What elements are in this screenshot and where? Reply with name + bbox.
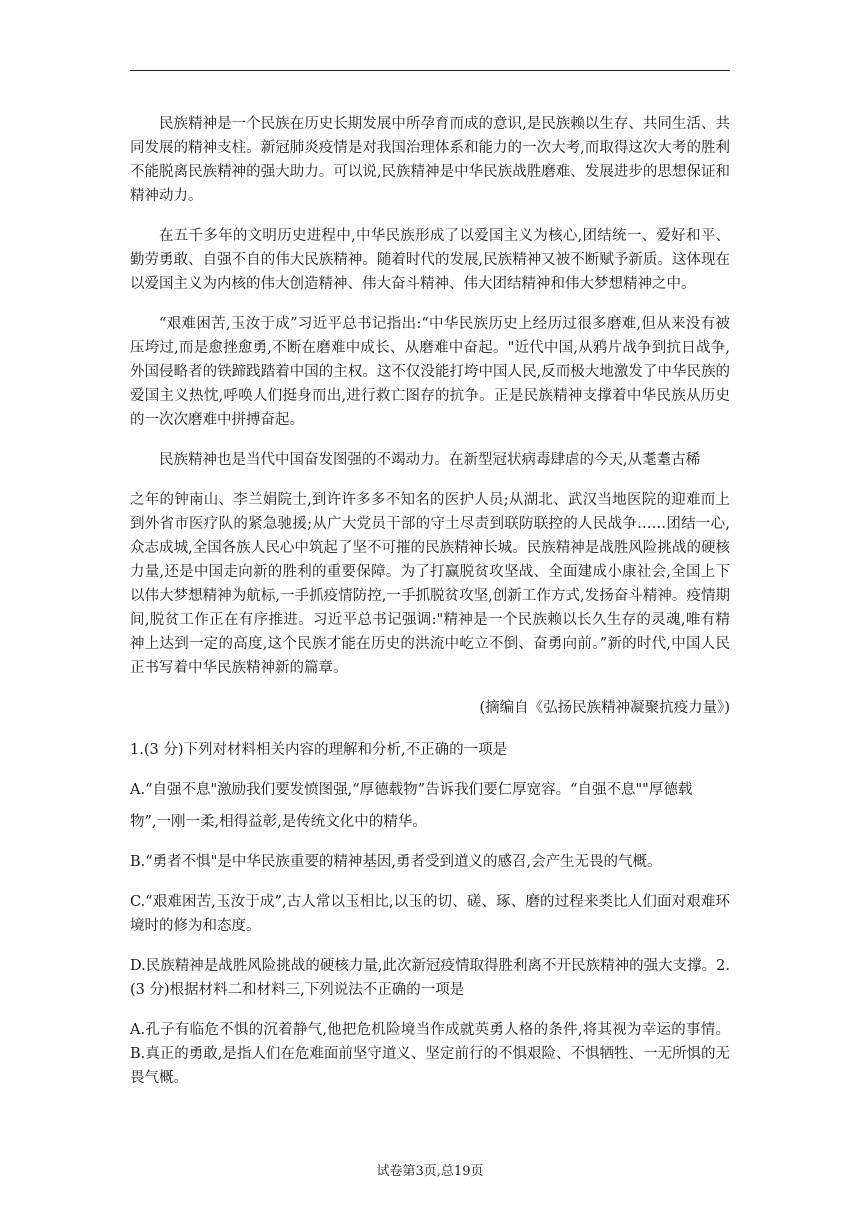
passage-paragraph-2: 在五千多年的文明历史进程中,中华民族形成了以爱国主义为核心,团结统一、爱好和平、勤劳勇敢、自强不自的伟大民族精神。随着时代的发展,民族精神又被不断赋予新质。这体现在以爱国主义为内核的伟大创造精神、伟大奋斗精神、伟大团结精神和伟大梦想精神之中。 [130,228,730,292]
passage-paragraph-3: “艰难困苦,玉汝于成”习近平总书记指出:“中华民族历史上经历过很多磨难,但从来没有被压垮过,而是愈挫愈勇,不断在磨难中成长、从磨难中奋起。"近代中国,从鸦片战争到抗日战争,外国侵略者的铁蹄践踏着中国的主权。这不仅没能打垮中国人民,反而极大地激发了中华民族的爱国主义热忱,呼唤人们挺身而出,进行救亡图存的抗争。正是民族精神支撑着中华民族从历史的一次次磨难中拼搏奋起。 [130,316,730,428]
question-1-option-a-line2: 物”,一刚一柔,相得益彰,是传统文化中的精华。 [130,814,427,830]
question-1-stem: 1.(3 分)下列对材料相关内容的理解和分析,不正确的一项是 [130,742,508,758]
passage-paragraph-4: 民族精神也是当代中国奋发图强的不竭动力。在新型冠状病毒肆虐的今天,从耄耋古稀 [159,452,701,468]
passage-source: (摘编自《弘扬民族精神凝聚抗疫力量》) [479,700,730,716]
page-content [130,112,730,1106]
header-rule [130,70,730,71]
passage-paragraph-5: 之年的钟南山、李兰娟院士,到许许多多不知名的医护人员;从湖北、武汉当地医院的迎难而上到外省市医疗队的紧急驰援;从广大党员干部的守土尽责到联防联控的人民战争……团结一心,众志成城,全国各族人民心中筑起了坚不可摧的民族精神长城。民族精神是战胜风险挑战的硬核力量,还是中国走向新的胜利的重要保障。为了打赢脱贫攻坚战、全面建成小康社会,全国上下以伟大梦想精神为航标,一手抓疫情防控,一手抓脱贫攻坚,创新工作方式,发扬奋斗精神。疫情期间,脱贫工作正在有序推进。习近平总书记强调:"精神是一个民族赖以长久生存的灵魂,唯有精神上达到一定的高度,这个民族才能在历史的洪流中屹立不倒、奋勇向前。”新的时代,中国人民正书写着中华民族精神新的篇章。 [130,492,730,676]
question-1-option-a-line1: A.“自强不息"激励我们要发愤图强,“厚德载物”告诉我们要仁厚宽容。“自强不息""厚德载 [130,782,693,798]
page-footer: 试卷第3页,总19页 [376,1164,484,1179]
question-1-option-c: C.“艰难困苦,玉汝于成”,古人常以玉相比,以玉的切、磋、琢、磨的过程来类比人们面对艰难环境时的修为和态度。 [130,894,730,934]
passage-paragraph-1: 民族精神是一个民族在历史长期发展中所孕育而成的意识,是民族赖以生存、共同生活、共同发展的精神支柱。新冠肺炎疫情是对我国治理体系和能力的一次大考,而取得这次大考的胜利不能脱离民族精神的强大助力。可以说,民族精神是中华民族战胜磨难、发展进步的思想保证和精神动力。 [130,116,730,204]
question-2-options-a-b: A.孔子有临危不惧的沉着静气,他把危机险境当作成就英勇人格的条件,将其视为幸运的事情。B.真正的勇敢,是指人们在危难面前坚守道义、坚定前行的不惧艰险、不惧牺牲、一无所惧的无畏气概。 [130,1022,730,1086]
question-1-option-b: B.“勇者不惧"是中华民族重要的精神基因,勇者受到道义的感召,会产生无畏的气概。 [130,854,662,870]
question-1-option-d-and-question-2-stem: D.民族精神是战胜风险挑战的硬核力量,此次新冠疫情取得胜利离不开民族精神的强大支撑。2.(3 分)根据材料二和材料三,下列说法不正确的一项是 [130,958,730,998]
